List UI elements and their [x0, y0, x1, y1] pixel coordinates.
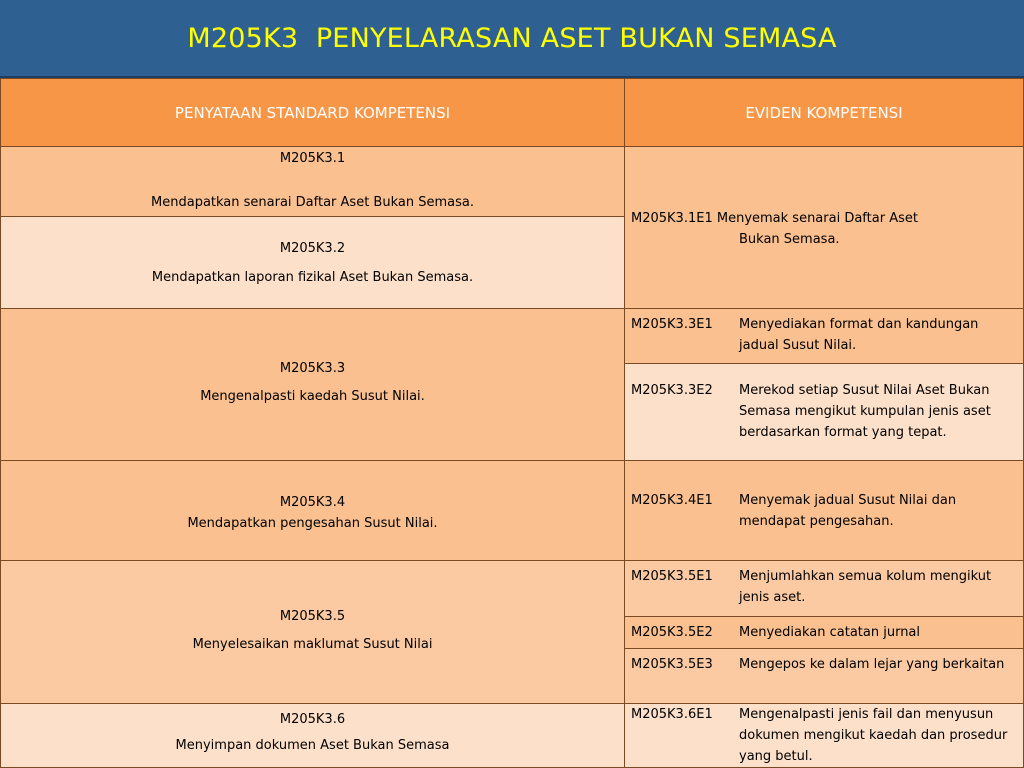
evidence-row-3-5-e3 — [624, 648, 1024, 704]
evidence-code: M205K3.5E3 — [631, 657, 713, 672]
evidence-text: Merekod setiap Susut Nilai Aset Bukan Semasa mengikut kumpulan jenis aset berdasarkan format yang tepat. — [739, 383, 991, 440]
header-standard-label: PENYATAAN STANDARD KOMPETENSI — [174, 103, 451, 122]
standard-text: Mendapatkan pengesahan Susut Nilai. — [187, 516, 438, 531]
standard-text: Mendapatkan laporan fizikal Aset Bukan Semasa. — [151, 270, 474, 285]
evidence-code: M205K3.3E1 — [631, 317, 713, 332]
header-evidence-label: EVIDEN KOMPETENSI — [745, 103, 903, 122]
evidence-text-line2: Bukan Semasa. — [739, 232, 840, 247]
standard-row-3-2 — [0, 216, 625, 309]
evidence-text: Menjumlahkan semua kolum mengikut jenis aset. — [739, 569, 992, 605]
evidence-row-3-4-e1 — [624, 460, 1024, 561]
standard-text: Menyimpan dokumen Aset Bukan Semasa — [175, 738, 450, 753]
evidence-row-3-3-e2 — [624, 363, 1024, 461]
evidence-row-3-3-e1 — [624, 308, 1024, 364]
evidence-text: Menyediakan catatan jurnal — [739, 625, 921, 640]
evidence-code: M205K3.4E1 — [631, 493, 713, 508]
title-bar — [0, 0, 1024, 78]
standard-code: M205K3.1 — [279, 151, 346, 166]
standard-text: Mengenalpasti kaedah Susut Nilai. — [200, 389, 425, 404]
header-standard — [0, 78, 625, 147]
evidence-text: Menyediakan format dan kandungan jadual Susut Nilai. — [739, 317, 979, 353]
header-evidence — [624, 78, 1024, 147]
standard-code: M205K3.3 — [279, 361, 346, 376]
page-title: M205K3 PENYELARASAN ASET BUKAN SEMASA — [187, 22, 837, 54]
evidence-code: M205K3.5E1 — [631, 569, 713, 584]
standard-code: M205K3.6 — [279, 712, 346, 727]
standard-text: Mendapatkan senarai Daftar Aset Bukan Semasa. — [151, 195, 474, 210]
evidence-row-3-5-e2 — [624, 616, 1024, 649]
evidence-code: M205K3.3E2 — [631, 383, 713, 398]
evidence-row-3-5-e1 — [624, 560, 1024, 617]
evidence-text: Mengepos ke dalam lejar yang berkaitan — [739, 657, 1005, 672]
standard-row-3-4 — [0, 460, 625, 561]
standard-row-3-1 — [0, 146, 625, 217]
evidence-code: M205K3.1E1 — [631, 211, 713, 226]
evidence-row-3-1-e1 — [624, 146, 1024, 309]
evidence-text: Mengenalpasti jenis fail dan menyusun dokumen mengikut kaedah dan prosedur yang betul. — [739, 707, 1008, 764]
evidence-code: M205K3.6E1 — [631, 707, 713, 722]
standard-code: M205K3.2 — [279, 241, 346, 256]
standard-row-3-5 — [0, 560, 625, 704]
evidence-code: M205K3.5E2 — [631, 625, 713, 640]
standard-row-3-6 — [0, 703, 625, 768]
standard-code: M205K3.4 — [279, 495, 346, 510]
standard-row-3-3 — [0, 308, 625, 461]
evidence-text: Menyemak jadual Susut Nilai dan mendapat pengesahan. — [739, 493, 957, 529]
standard-text: Menyelesaikan maklumat Susut Nilai — [192, 637, 433, 652]
evidence-text: Menyemak senarai Daftar Aset — [716, 211, 918, 226]
standard-code: M205K3.5 — [279, 609, 346, 624]
evidence-row-3-6-e1 — [624, 703, 1024, 768]
